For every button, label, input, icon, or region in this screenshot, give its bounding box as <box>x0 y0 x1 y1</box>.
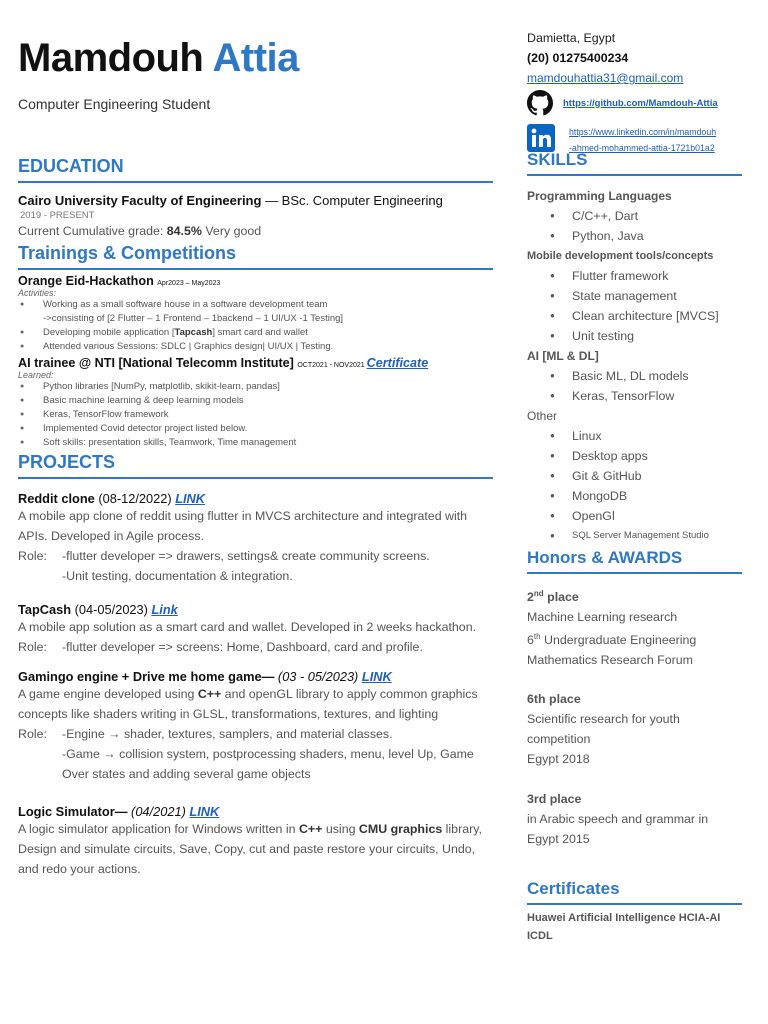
list-item: ● Attended various Sessions: SDLC | Graphics design| UI/UX | Testing. <box>18 340 493 354</box>
skill-group-title: Other <box>527 409 558 423</box>
skill-item: ● Keras, TensorFlow <box>527 386 742 406</box>
honor-line: 6th Undergraduate Engineering <box>527 632 697 648</box>
degree: — BSc. Computer Engineering <box>261 193 443 208</box>
skill-group-title: Mobile development tools/concepts <box>527 250 714 262</box>
list-item: ● Soft skills: presentation skills, Teamwork, Time management <box>18 436 493 450</box>
candidate-name <box>18 30 493 86</box>
project-description: A mobile app solution as a smart card and wallet. Developed in 2 weeks hackathon. <box>18 620 477 634</box>
project-link[interactable]: LINK <box>361 669 392 684</box>
github-icon[interactable] <box>527 90 553 116</box>
skill-item: ● State management <box>527 286 742 306</box>
list-item: ● Implemented Covid detector project listed below. <box>18 422 493 436</box>
project-tapcash <box>18 602 493 657</box>
honor-place: 6th place <box>527 692 581 707</box>
skill-item: ● Clean architecture [MVCS] <box>527 306 742 326</box>
project-description: A mobile app clone of reddit using flutter in MVCS architecture and integrated with APIs. Developed in Agile process. <box>18 509 468 543</box>
skill-item: ● Linux <box>527 426 742 446</box>
skill-item: ● Basic ML, DL models <box>527 366 742 386</box>
training-title: Orange Eid-Hackathon Apr2023 – May2023 <box>18 274 221 288</box>
training-dates: OCT2021 - NOV2021 <box>297 362 367 369</box>
linkedin-link-group <box>569 124 716 156</box>
project-title: Gamingo engine + Drive me home game— (03 - 05/2023) LINK <box>18 669 392 684</box>
honor-6th <box>527 689 742 769</box>
skill-item: ● Flutter framework <box>527 266 742 286</box>
education-entry <box>18 193 493 208</box>
honor-line: Machine Learning research <box>527 610 678 625</box>
school-name: Cairo University Faculty of Engineering <box>18 193 262 208</box>
training-label: Activities: <box>18 288 57 298</box>
github-row <box>527 90 742 116</box>
project-title: TapCash (04-05/2023) Link <box>18 602 178 617</box>
list-item: ● Working as a small software house in a software development team <box>18 298 493 312</box>
list-item: ● Keras, TensorFlow framework <box>18 408 493 422</box>
honor-line: Egypt 2018 <box>527 752 590 767</box>
trainings-heading: Trainings & Competitions <box>18 243 493 270</box>
education-dates: 2019 - PRESENT <box>20 210 95 221</box>
github-link[interactable]: https://github.com/Mamdouh-Attia <box>563 97 718 109</box>
education-grade <box>18 221 493 241</box>
right-column <box>527 28 742 945</box>
training-label: Learned: <box>18 370 54 380</box>
skills-heading: SKILLS <box>527 150 742 176</box>
first-name: Mamdouh <box>18 36 204 80</box>
honor-line: Mathematics Research Forum <box>527 653 693 668</box>
project-role-line: -Game → collision system, postprocessing shaders, menu, level Up, Game <box>62 747 474 761</box>
education-heading: EDUCATION <box>18 156 493 183</box>
linkedin-link[interactable]: https://www.linkedin.com/in/mamdouh <box>569 127 717 137</box>
project-role: Role: -flutter developer => drawers, settings& create community screens. <box>18 549 430 563</box>
contact-phone: (20) 01275400234 <box>527 51 629 65</box>
email-link[interactable]: mamdouhattia31@gmail.com <box>527 71 684 85</box>
skill-item: ● C/C++, Dart <box>527 206 742 226</box>
grade-label: Current Cumulative grade: <box>18 224 167 238</box>
certificate-item: ICDL <box>527 930 553 943</box>
honor-line: in Arabic speech and grammar in Egypt 2015 <box>527 812 709 847</box>
skill-item: ● Python, Java <box>527 226 742 246</box>
skill-group-title: Programming Languages <box>527 189 672 203</box>
project-reddit <box>18 491 493 586</box>
training-nti <box>18 356 493 450</box>
training-title: AI trainee @ NTI [National Telecomm Institute] OCT2021 - NOV2021 Certificate <box>18 356 429 370</box>
candidate-title: Computer Engineering Student <box>18 96 211 112</box>
honor-line: Scientific research for youth competition <box>527 712 680 747</box>
project-gamingo <box>18 669 493 784</box>
skill-item: ● Desktop apps <box>527 446 742 466</box>
skill-item: ● SQL Server Management Studio <box>527 526 742 546</box>
skill-item: ● Unit testing <box>527 326 742 346</box>
certificates-heading: Certificates <box>527 879 742 905</box>
grade-value: 84.5% <box>166 224 202 238</box>
project-role: Role: -Engine → shader, textures, samplers, and material classes. <box>18 727 393 741</box>
contact-email-row <box>527 68 742 88</box>
skill-item: ● MongoDB <box>527 486 742 506</box>
training-dates: Apr2023 – May2023 <box>157 280 221 287</box>
project-description: A logic simulator application for Windows written in C++ using CMU graphics library, Design and simulate circuits, Save, Copy, cut and paste restore your circuits, Undo, and redo your actions. <box>18 822 482 876</box>
list-item: ● Developing mobile application [Tapcash] smart card and wallet <box>18 326 493 340</box>
contact-location: Damietta, Egypt <box>527 31 616 45</box>
linkedin-icon[interactable] <box>527 124 555 152</box>
project-title: Reddit clone (08-12/2022) LINK <box>18 491 206 506</box>
project-link[interactable]: LINK <box>189 804 220 819</box>
training-orange <box>18 274 493 354</box>
certificate-item: Huawei Artificial Intelligence HCIA-AI <box>527 912 721 925</box>
grade-suffix: Very good <box>201 224 262 238</box>
left-column <box>18 30 493 879</box>
list-item-continuation: ->consisting of [2 Flutter – 1 Frontend – 1backend – 1 UI/UX -1 Testing] <box>43 313 344 324</box>
project-role-line: -Unit testing, documentation & integration. <box>62 569 293 583</box>
projects-heading: PROJECTS <box>18 452 493 479</box>
list-item: ● Basic machine learning & deep learning models <box>18 394 493 408</box>
honor-2nd <box>527 584 742 670</box>
certificate-link[interactable]: Certificate <box>366 356 429 370</box>
skill-item: ● Git & GitHub <box>527 466 742 486</box>
project-logic-simulator <box>18 804 493 879</box>
project-title: Logic Simulator— (04/2021) LINK <box>18 804 220 819</box>
skill-group-title: AI [ML & DL] <box>527 349 599 363</box>
skill-item: ● OpenGl <box>527 506 742 526</box>
honors-heading: Honors & AWARDS <box>527 548 742 574</box>
project-link[interactable]: Link <box>151 602 178 617</box>
honor-place: 2nd place <box>527 589 579 605</box>
project-description: A game engine developed using C++ and openGL library to apply common graphics concepts like shaders writing in GLSL, transformations, textures, and lighting <box>18 687 478 721</box>
honor-place: 3rd place <box>527 792 582 807</box>
project-link[interactable]: LINK <box>175 491 206 506</box>
project-role-line: Over states and adding several game objects <box>62 767 311 781</box>
list-item: ● Python libraries [NumPy, matplotlib, skikit-learn, pandas] <box>18 380 493 394</box>
last-name: Attia <box>212 36 299 80</box>
honor-3rd <box>527 789 742 849</box>
skills-list <box>527 186 742 546</box>
certificates-list <box>527 909 742 945</box>
project-role: Role: -flutter developer => screens: Home, Dashboard, card and profile. <box>18 640 423 654</box>
linkedin-link-continued[interactable]: -ahmed-mohammed-attia-1721b01a2 <box>569 143 715 153</box>
